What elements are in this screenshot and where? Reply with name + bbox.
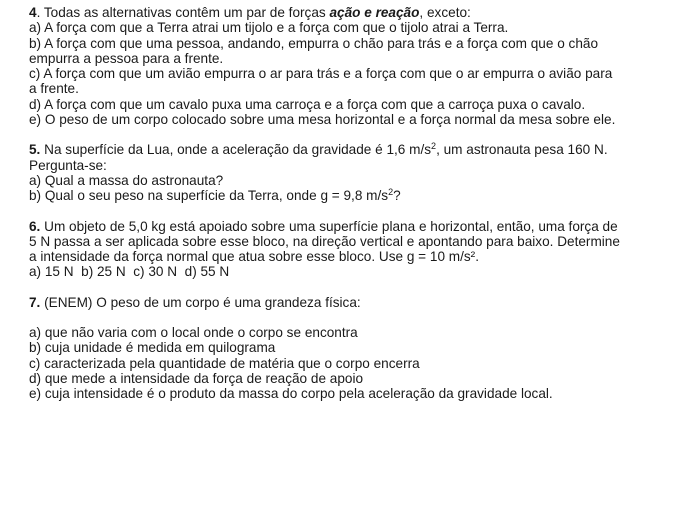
question-6: [29, 219, 671, 280]
question-7-option-e: e) cuja intensidade é o produto da massa do corpo pela aceleração da gravidade local.: [29, 386, 553, 402]
question-4-option-c-cont: a frente.: [29, 81, 79, 97]
exercise-page: [29, 5, 671, 402]
question-4-stem: 4. Todas as alternativas contêm um par de forças ação e reação, exceto:: [29, 5, 471, 20]
question-5-stem: 5. Na superfície da Lua, onde a aceleração da gravidade é 1,6 $m/s^2$, um astronauta pesa 160 N.: [29, 141, 608, 158]
question-4-number: 4: [29, 5, 37, 20]
question-5-number: 5.: [29, 142, 41, 158]
question-5-option-b: b) Qual o seu peso na superfície da Terra, onde g = 9,8 $m/s^2$?: [29, 187, 401, 204]
question-4: [29, 5, 671, 127]
question-7: [29, 295, 671, 402]
question-5: [29, 142, 671, 203]
question-7-number: 7.: [29, 294, 41, 310]
question-6-stem-cont-2: a intensidade da força normal que atua sobre esse bloco. Use g = 10 m/s².: [29, 249, 479, 265]
question-7-option-a: a) que não varia com o local onde o corpo se encontra: [29, 325, 358, 341]
question-6-options: a) 15 N b) 25 N c) 30 N d) 55 N: [29, 264, 230, 280]
action-reaction-emphasis: ação e reação: [329, 5, 420, 20]
spacer: [29, 310, 671, 325]
question-7-stem: 7. (ENEM) O peso de um corpo é uma grandeza física:: [29, 294, 361, 310]
question-7-option-b: b) cuja unidade é medida em quilograma: [29, 340, 276, 356]
question-4-option-b: b) A força com que uma pessoa, andando, empurra o chão para trás e a força com que o chão: [29, 35, 599, 51]
question-6-stem-cont-1: 5 N passa a ser aplicada sobre esse bloco, na direção vertical e apontando para baixo. Determine: [29, 233, 620, 249]
question-5-option-a: a) Qual a massa do astronauta?: [29, 172, 224, 188]
question-4-option-a: a) A força com que a Terra atrai um tijolo e a força com que o tijolo atrai a Terra.: [29, 20, 509, 36]
question-5-stem-cont: Pergunta-se:: [29, 157, 107, 173]
question-7-option-c: c) caracterizada pela quantidade de matéria que o corpo encerra: [29, 355, 420, 371]
question-6-stem: 6. Um objeto de 5,0 kg está apoiado sobre uma superfície plana e horizontal, então, uma força de: [29, 218, 618, 234]
question-4-option-e: e) O peso de um corpo colocado sobre uma mesa horizontal e a força normal da mesa sobre ele.: [29, 112, 616, 128]
question-7-option-d: d) que mede a intensidade da força de reação de apoio: [29, 370, 364, 386]
question-6-number: 6.: [29, 218, 41, 234]
question-4-option-b-cont: empurra a pessoa para a frente.: [29, 50, 224, 66]
question-4-option-d: d) A força com que um cavalo puxa uma carroça e a força com que a carroça puxa o cavalo.: [29, 96, 586, 112]
question-4-option-c: c) A força com que um avião empurra o ar para trás e a força com que o ar empurra o avião para: [29, 66, 613, 82]
